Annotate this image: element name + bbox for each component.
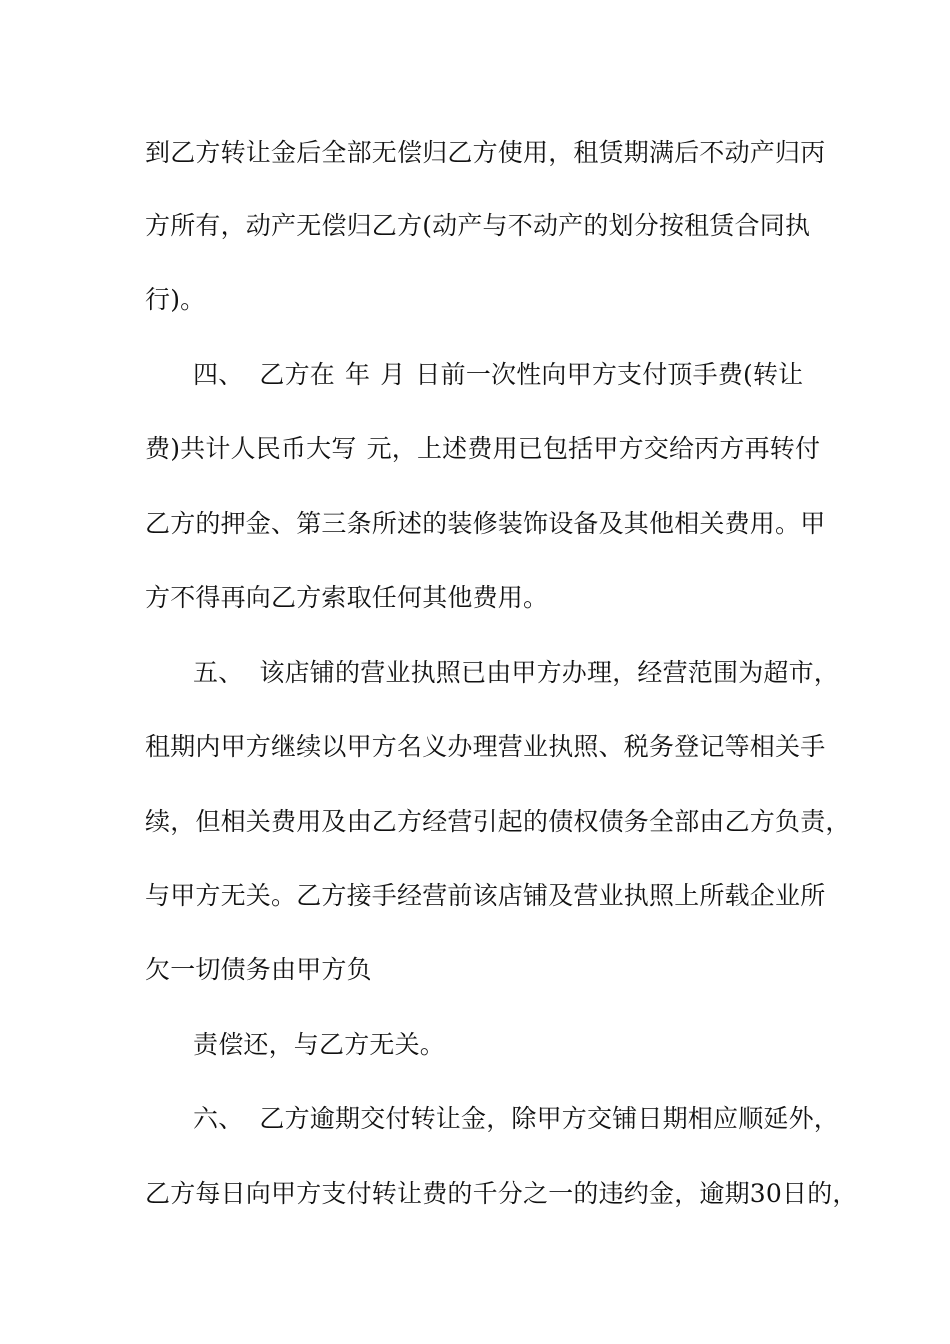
clause-5-heading-line: [193, 653, 839, 693]
text-segment: 乙方每日向甲方支付转让费的千分之一的违约金，逾期30日的，: [145, 1179, 858, 1208]
text-segment: 日前一次性向甲方支付顶手费(转让: [415, 360, 804, 389]
text-line: [145, 280, 205, 320]
text-segment: 元，上述费用已包括甲方交给丙方再转付: [366, 434, 821, 463]
text-segment: 月: [380, 360, 406, 389]
text-segment: 方所有，动产无偿归乙方(动产与不动产的划分按租赁合同执: [145, 211, 811, 240]
text-line: [193, 1025, 445, 1065]
text-segment: 乙方在: [259, 360, 336, 389]
text-line: [145, 429, 820, 469]
text-segment: 与甲方无关。乙方接手经营前该店铺及营业执照上所载企业所: [145, 881, 826, 910]
clause-number: 六、: [193, 1104, 244, 1133]
text-segment: 方不得再向乙方索取任何其他费用。: [145, 583, 549, 612]
text-segment: 欠一切债务由甲方负: [145, 955, 372, 984]
text-line: [145, 727, 825, 767]
text-segment: 年: [345, 360, 371, 389]
text-segment: 续，但相关费用及由乙方经营引起的债权债务全部由乙方负责，: [145, 807, 851, 836]
text-line: [145, 133, 825, 173]
text-line: [145, 1174, 858, 1214]
text-line: [145, 876, 825, 916]
clause-4-heading-line: [193, 355, 803, 395]
text-segment: 乙方逾期交付转让金，除甲方交铺日期相应顺延外，: [259, 1104, 840, 1133]
text-line: [145, 578, 548, 618]
clause-number: 四、: [193, 360, 244, 389]
text-segment: 责偿还，与乙方无关。: [193, 1030, 446, 1059]
text-segment: 到乙方转让金后全部无偿归乙方使用，租赁期满后不动产归丙: [145, 138, 826, 167]
text-line: [145, 950, 372, 990]
clause-6-heading-line: [193, 1099, 839, 1139]
text-segment: 费)共计人民币大写: [145, 434, 357, 463]
clause-number: 五、: [193, 658, 244, 687]
text-line: [145, 504, 825, 544]
text-segment: 乙方的押金、第三条所述的装修装饰设备及其他相关费用。甲: [145, 509, 826, 538]
text-segment: 行)。: [145, 285, 206, 314]
text-line: [145, 206, 810, 246]
text-line: [145, 802, 851, 842]
text-segment: 该店铺的营业执照已由甲方办理，经营范围为超市，: [259, 658, 840, 687]
text-segment: 租期内甲方继续以甲方名义办理营业执照、税务登记等相关手: [145, 732, 826, 761]
